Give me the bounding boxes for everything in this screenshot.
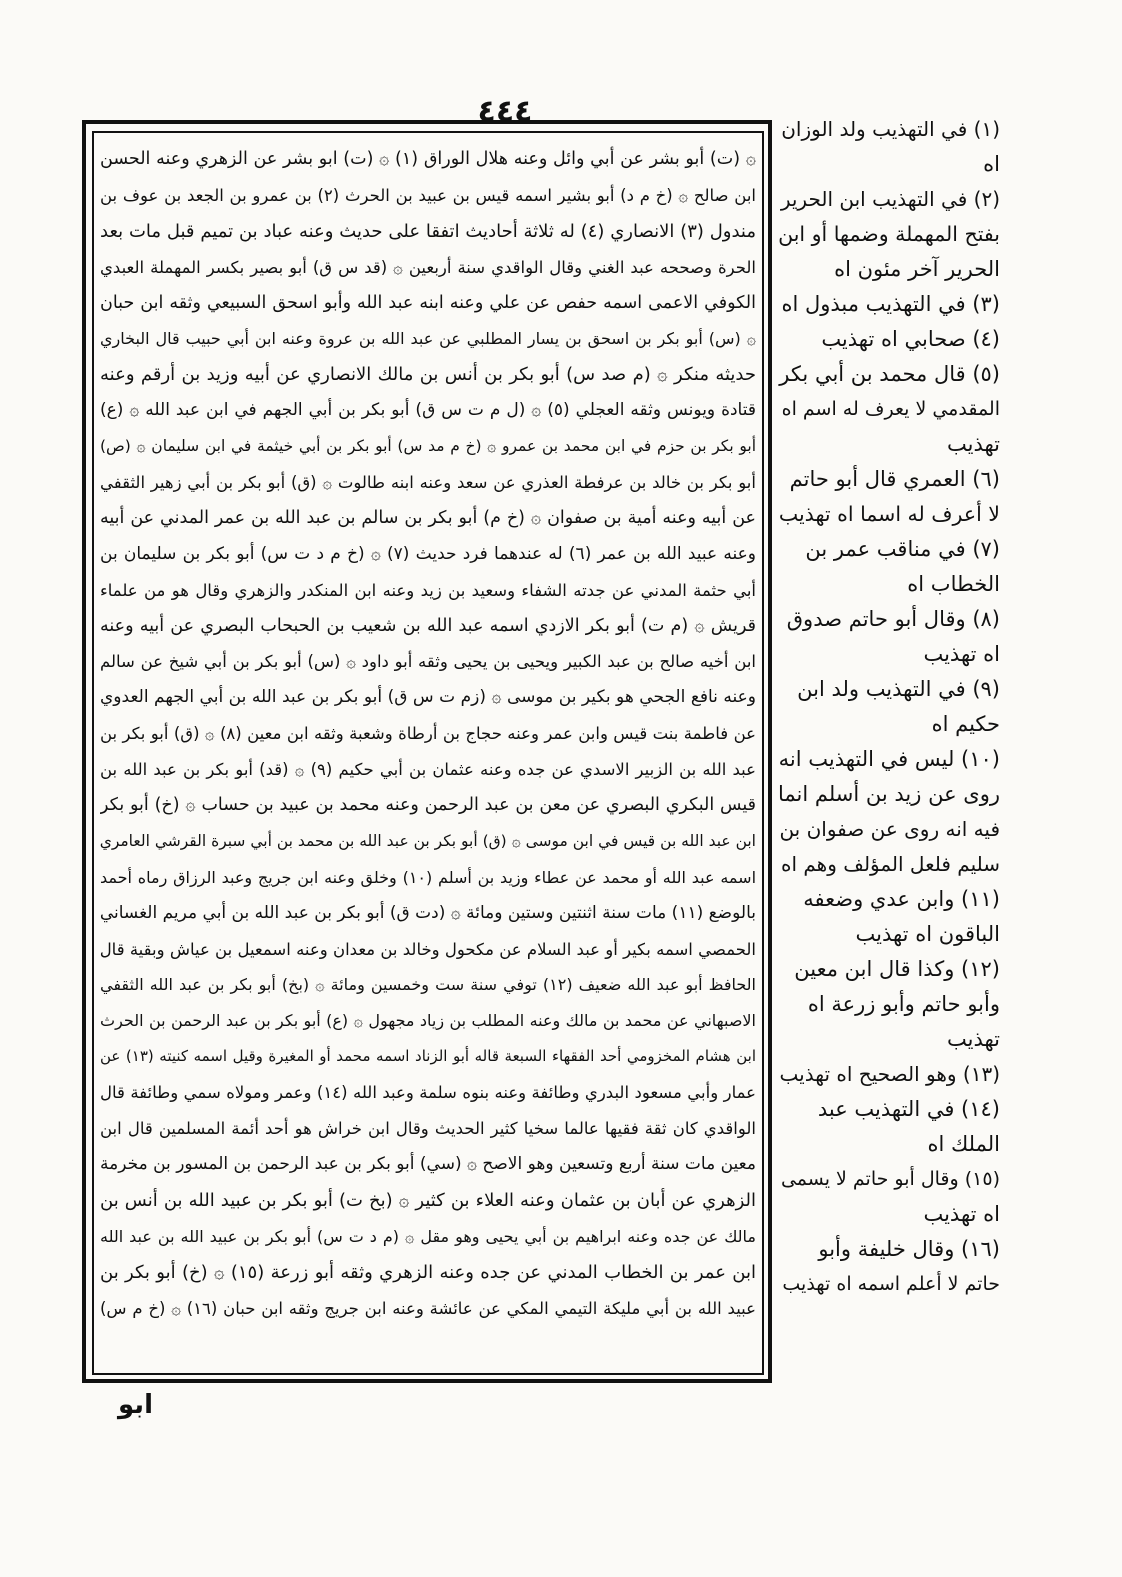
margin-note-line: روى عن زيد بن أسلم انما <box>778 782 1000 806</box>
margin-note-line: (١٤) في التهذيب عبد <box>817 1097 1000 1121</box>
margin-note-line: سليم فلعل المؤلف وهم اه <box>780 852 1000 876</box>
main-text-line: عبيد الله بن أبي مليكة التيمي المكي عن عائشة وعنه ابن جريج وثقه ابن حبان (١٦) ۞ (خ م س) <box>100 1298 756 1318</box>
margin-note-line: اه تهذيب <box>923 1202 1000 1226</box>
margin-note-line: (٦) العمري قال أبو حاتم <box>789 467 1000 491</box>
margin-note-line: الحرير آخر مئون اه <box>834 257 1000 281</box>
margin-note-line: فيه انه روى عن صفوان بن <box>779 817 1000 841</box>
margin-note-line: (٥) قال محمد بن أبي بكر <box>779 362 1000 386</box>
margin-note-line: (٩) في التهذيب ولد ابن <box>797 677 1000 701</box>
main-text-line: الحافظ أبو عبد الله ضعيف (١٢) توفي سنة ست وخمسين ومائة ۞ (بخ) أبو بكر بن عبد الله الثقفي <box>100 975 756 995</box>
main-text-line: عن فاطمة بنت قيس وابن عمر وعنه حجاج بن أرطاة وشعبة وثقه ابن معين (٨) ۞ (ق) أبو بكر بن <box>100 724 756 744</box>
margin-note-line: (٨) وقال أبو حاتم صدوق <box>786 607 1000 631</box>
margin-note-line: (٢) في التهذيب ابن الحرير <box>780 187 1000 211</box>
main-text-line: الاصبهاني عن محمد بن مالك وعنه المطلب بن زياد مجهول ۞ (ع) أبو بكر بن عبد الرحمن بن الحرث <box>100 1011 756 1031</box>
margin-note-line: (٧) في مناقب عمر بن <box>805 537 1000 561</box>
margin-note-line: (١١) وابن عدي وضعفه <box>803 887 1000 911</box>
main-text-line: ۞ (ت) أبو بشر عن أبي وائل وعنه هلال الوراق (١) ۞ (ت) ابو بشر عن الزهري وعنه الحسن <box>100 149 756 169</box>
main-text-line: عن أبيه وعنه أمية بن صفوان ۞ (خ م) أبو بكر بن سالم بن عبد الله بن عمر المدني عن أبيه <box>100 507 756 528</box>
margin-note-line: (٣) في التهذيب مبذول اه <box>781 292 1000 316</box>
margin-note-line: (١٠) ليس في التهذيب انه <box>778 747 1000 771</box>
main-text-line: معين مات سنة أربع وتسعين وهو الاصح ۞ (سي) أبو بكر بن عبد الرحمن بن المسور بن مخرمة <box>100 1153 756 1174</box>
main-text-line: مندول (٣) الانصاري (٤) له ثلاثة أحاديث اتفقا على حديث وعنه عباد بن تميم قبل مات بعد <box>100 220 756 242</box>
main-text-line: أبو بكر بن حزم في ابن محمد بن عمرو ۞ (خ م مد س) أبو بكر بن أبي خيثمة في ابن سليمان ۞ (ص) <box>100 437 756 456</box>
main-text-line: الحمصي اسمه بكير أو عبد السلام عن مكحول وخالد بن معدان وعنه اسمعيل بن عياش وبقية قال <box>100 939 756 959</box>
margin-note-line: (٤) صحابي اه تهذيب <box>821 327 1000 351</box>
main-text-line: قريش ۞ (م ت) أبو بكر الازدي اسمه عبد الله بن شعيب بن الحبحاب البصري عن أبيه وعنه <box>100 615 756 636</box>
main-text-line: ابن هشام المخزومي أحد الفقهاء السبعة قاله أبو الزناد اسمه محمد أو المغيرة وقيل اسمه كنيته (١٣) عن <box>100 1047 756 1066</box>
main-text-line: عبد الله بن الزبير الاسدي عن جده وعنه عثمان بن أبي حكيم (٩) ۞ (قد) أبو بكر بن عبد الله بن <box>100 760 756 780</box>
margin-note-line: وأبو حاتم وأبو زرعة اه <box>807 992 1000 1016</box>
margin-note-line: (١٢) وكذا قال ابن معين <box>794 957 1000 981</box>
margin-notes <box>778 112 1000 1382</box>
margin-note-line: المقدمي لا يعرف له اسم اه <box>781 398 1000 420</box>
main-text-block <box>100 142 756 1370</box>
margin-note-line: الخطاب اه <box>907 572 1000 596</box>
main-text-line: الكوفي الاعمى اسمه حفص عن علي وعنه ابنه عبد الله وأبو اسحق السبيعي وثقه ابن حبان <box>100 292 756 313</box>
main-text-line: حديثه منكر ۞ (م صد س) أبو بكر بن أنس بن مالك الانصاري عن أبيه وزيد بن أرقم وعنه <box>100 364 756 386</box>
main-text-line: ابن أخيه صالح بن عبد الكبير ويحيى بن يحيى وثقه أبو داود ۞ (س) أبو بكر بن أبي شيخ عن سالم <box>100 652 756 672</box>
main-text-line: اسمه عبد الله أو محمد عن عطاء وزيد بن أسلم (١٠) وخلق وعنه ابن جريج وعبد الرزاق رماه أحمد <box>100 867 756 887</box>
main-text-line: قيس البكري البصري عن معن بن عبد الرحمن وعنه محمد بن عبيد بن حساب ۞ (خ) أبو بكر <box>100 795 756 816</box>
margin-note-line: تهذيب <box>946 432 1000 456</box>
main-text-line: ابن صالح ۞ (خ م د) أبو بشير اسمه قيس بن عبيد بن الحرث (٢) بن عمرو بن الجعد بن عوف بن <box>100 185 756 205</box>
main-text-line: أبي حثمة المدني عن جدته الشفاء وسعيد بن زيد وعنه ابن المنكدر والزهري وقال هو من علماء <box>100 580 756 600</box>
main-text-line: مالك عن جده وعنه ابراهيم بن أبي يحيى وهو مقل ۞ (م د ت س) أبو بكر بن عبيد الله بن عبد الله <box>100 1226 756 1246</box>
margin-note-line: اه تهذيب <box>923 642 1000 666</box>
margin-note-line: لا أعرف له اسما اه تهذيب <box>778 502 1000 526</box>
main-text-line: ۞ (س) أبو بكر بن اسحق بن يسار المطلبي عن عبد الله بن عروة وعنه ابن أبي حبيب قال البخاري <box>100 329 756 349</box>
margin-note-line: (١) في التهذيب ولد الوزان <box>781 117 1000 141</box>
main-text-line: وعنه عبيد الله بن عمر (٦) له عندهما فرد حديث (٧) ۞ (خ م د ت س) أبو بكر بن سليمان بن <box>100 543 756 564</box>
main-text-line: أبو بكر بن خالد بن عرفطة العذري عن سعد وعنه ابنه طالوت ۞ (ق) أبو بكر بن أبي زهير الثقفي <box>100 473 756 493</box>
margin-note-line: (١٦) وقال خليفة وأبو <box>818 1237 1000 1261</box>
main-text-line: وعنه نافع الجحي هو بكير بن موسى ۞ (زم ت س ق) أبو بكر بن عبد الله بن أبي الجهم العدوي <box>100 687 756 708</box>
catchword: ابو <box>118 1390 153 1420</box>
margin-note-line: اه <box>983 152 1000 176</box>
main-text-line: الزهري عن أبان بن عثمان وعنه العلاء بن كثير ۞ (بخ ت) أبو بكر بن عبيد الله بن أنس بن <box>100 1189 756 1211</box>
main-text-line: ابن عبد الله بن قيس في ابن موسى ۞ (ق) أبو بكر بن عبد الله بن محمد بن أبي سبرة القرشي العامري <box>100 831 756 850</box>
margin-note-line: حاتم لا أعلم اسمه اه تهذيب <box>782 1273 1000 1295</box>
main-text-line: بالوضع (١١) مات سنة اثنتين وستين ومائة ۞ (دت ق) أبو بكر بن عبد الله بن أبي مريم الغساني <box>100 902 756 923</box>
margin-note-line: حكيم اه <box>931 712 1000 736</box>
margin-note-line: (١٣) وهو الصحيح اه تهذيب <box>779 1062 1000 1086</box>
margin-note-line: بفتح المهملة وضمها أو ابن <box>778 222 1000 246</box>
margin-note-line: (١٥) وقال أبو حاتم لا يسمى <box>780 1168 1000 1190</box>
margin-note-line: الباقون اه تهذيب <box>855 922 1000 946</box>
page-number: ٤٤٤ <box>477 94 533 129</box>
main-text-line: ابن عمر بن الخطاب المدني عن جده وعنه الزهري وثقه أبو زرعة (١٥) ۞ (خ) أبو بكر بن <box>100 1261 756 1283</box>
margin-note-line: تهذيب <box>946 1027 1000 1051</box>
main-text-line: الحرة وصححه عبد الغني وقال الواقدي سنة أربعين ۞ (قد س ق) أبو بصير بكسر المهملة العبدي <box>100 257 756 277</box>
main-text-line: عمار وأبي مسعود البدري وطائفة وعنه بنوه سلمة وعبد الله (١٤) وعمر ومولاه سمي وطائفة قال <box>100 1083 756 1103</box>
main-text-line: قتادة ويونس وثقه العجلي (٥) ۞ (ل م ت س ق) أبو بكر بن أبي الجهم في ابن عبد الله ۞ (ع) <box>100 400 756 421</box>
margin-note-line: الملك اه <box>927 1132 1000 1156</box>
main-text-line: الواقدي كان ثقة فقيها عالما سخيا كثير الحديث وقال ابن خراش هو أحد أئمة المسلمين قال ابن <box>100 1119 756 1139</box>
